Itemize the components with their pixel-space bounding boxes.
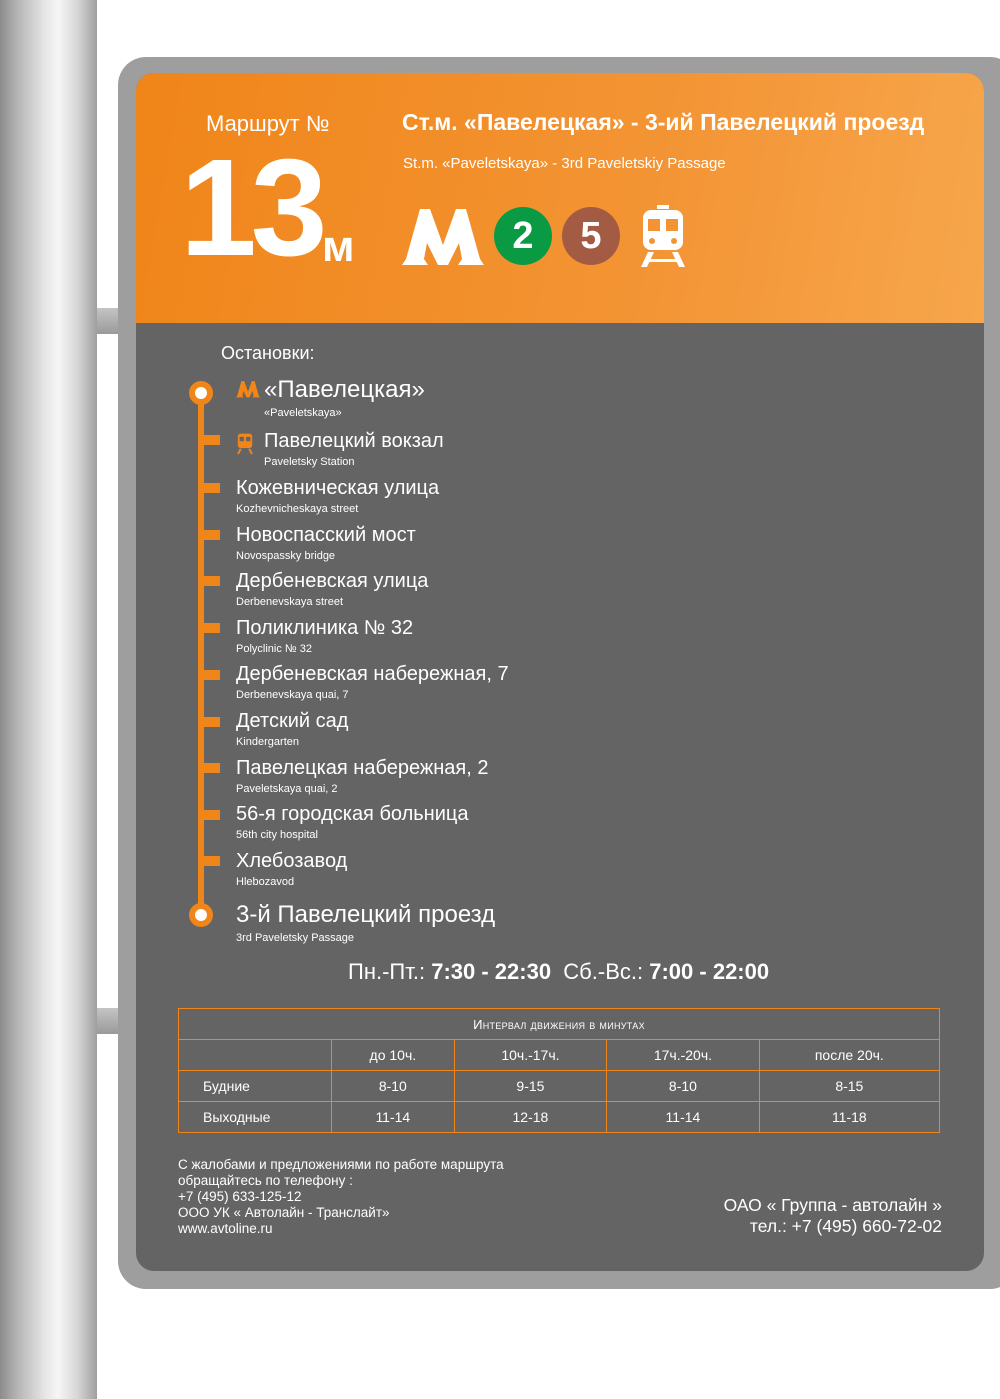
stop-item <box>236 903 495 944</box>
stop-item <box>236 664 509 701</box>
stop-name: Поликлиника № 32 <box>236 617 414 639</box>
column-header: после 20ч. <box>759 1040 939 1071</box>
table-cell: 12-18 <box>454 1102 607 1133</box>
route-number: 13 <box>180 131 322 285</box>
column-header: 10ч.-17ч. <box>454 1040 607 1071</box>
stop-item <box>236 571 428 608</box>
table-cell: 8-10 <box>607 1071 760 1102</box>
contact-line: С жалобами и предложениями по работе маршрута <box>178 1157 504 1172</box>
stop-name-en: Paveletsky Station <box>264 456 355 468</box>
stop-name-en: 3rd Paveletsky Passage <box>236 932 355 944</box>
stop-item <box>236 758 488 795</box>
contact-url: www.avtoline.ru <box>178 1221 273 1236</box>
weekend-time: 7:00 - 22:00 <box>649 959 770 984</box>
stop-name: Кожевническая улица <box>236 477 440 499</box>
route-title: Ст.м. «Павелецкая» - 3-ий Павелецкий проезд <box>402 109 925 135</box>
table-row <box>179 1071 940 1102</box>
contact-phone: +7 (495) 633-125-12 <box>178 1189 302 1204</box>
stop-name: Новоспасский мост <box>236 524 416 546</box>
weekdays-time: 7:30 - 22:30 <box>431 959 552 984</box>
stop-name-en: Polyclinic № 32 <box>236 643 312 655</box>
stop-name-en: Novospassky bridge <box>236 550 336 562</box>
stop-item <box>236 804 468 841</box>
stop-name-en: Kozhevnicheskaya street <box>236 503 359 515</box>
stop-item <box>236 478 439 515</box>
stop-name-en: 56th city hospital <box>236 829 318 841</box>
route-label: Маршрут № <box>206 111 330 136</box>
stop-name-en: Hlebozavod <box>236 876 295 888</box>
row-label: Выходные <box>179 1102 332 1133</box>
interval-table <box>178 1008 940 1133</box>
stop-item <box>236 525 416 562</box>
metro-line-2-badge: 2 <box>494 207 552 265</box>
route-sign <box>136 73 984 1271</box>
complaints-contact <box>178 1157 504 1237</box>
stop-name: Хлебозавод <box>236 850 348 872</box>
column-header: 17ч.-20ч. <box>607 1040 760 1071</box>
stop-name: 56-я городская больница <box>236 803 469 825</box>
route-suffix: м <box>322 222 355 271</box>
stop-name: Дербеневская улица <box>236 570 429 592</box>
train-icon <box>236 431 254 455</box>
weekdays-label: Пн.-Пт.: <box>348 959 426 984</box>
stop-name-en: Derbenevskaya quai, 7 <box>236 689 349 701</box>
stop-item <box>236 711 348 748</box>
stop-name: «Павелецкая» <box>264 376 425 403</box>
stop-name: Павелецкий вокзал <box>264 430 444 452</box>
table-cell: 11-18 <box>759 1102 939 1133</box>
stop-name-en: Derbenevskaya street <box>236 596 343 608</box>
contact-org: ООО УК « Автолайн - Транслайт» <box>178 1205 390 1220</box>
stop-name-en: Paveletskaya quai, 2 <box>236 783 338 795</box>
stop-name-en: «Paveletskaya» <box>264 407 342 419</box>
table-cell: 8-10 <box>332 1071 455 1102</box>
contact-line: обращайтесь по телефону : <box>178 1173 353 1188</box>
stop-name-en: Kindergarten <box>236 736 299 748</box>
stop-name: Дербеневская набережная, 7 <box>236 663 509 685</box>
operator-phone: тел.: +7 (495) 660-72-02 <box>749 1216 942 1236</box>
route-title-en: St.m. «Paveletskaya» - 3rd Paveletskiy Passage <box>403 155 726 172</box>
metro-line-5-badge: 5 <box>562 207 620 265</box>
table-cell: 8-15 <box>759 1071 939 1102</box>
stop-name: Детский сад <box>236 710 349 732</box>
column-header: до 10ч. <box>332 1040 455 1071</box>
metro-icon <box>236 380 260 398</box>
operating-hours <box>348 959 769 985</box>
table-cell: 9-15 <box>454 1071 607 1102</box>
stops-heading: Остановки: <box>221 343 315 363</box>
stop-name: 3-й Павелецкий проезд <box>236 901 496 928</box>
table-cell: 11-14 <box>332 1102 455 1133</box>
stop-item <box>264 378 425 419</box>
operator-name: ОАО « Группа - автолайн » <box>723 1195 942 1215</box>
stop-item <box>236 618 413 655</box>
table-corner-cell <box>179 1040 332 1071</box>
interval-table-title: Интервал движения в минутах <box>179 1009 940 1040</box>
row-label: Будние <box>179 1071 332 1102</box>
stop-name: Павелецкая набережная, 2 <box>236 757 489 779</box>
stop-item <box>264 431 444 468</box>
table-row <box>179 1102 940 1133</box>
sign-pole <box>0 0 97 1399</box>
operator-info <box>724 1195 942 1237</box>
table-cell: 11-14 <box>607 1102 760 1133</box>
weekend-label: Сб.-Вс.: <box>563 959 644 984</box>
stop-item <box>236 851 347 888</box>
